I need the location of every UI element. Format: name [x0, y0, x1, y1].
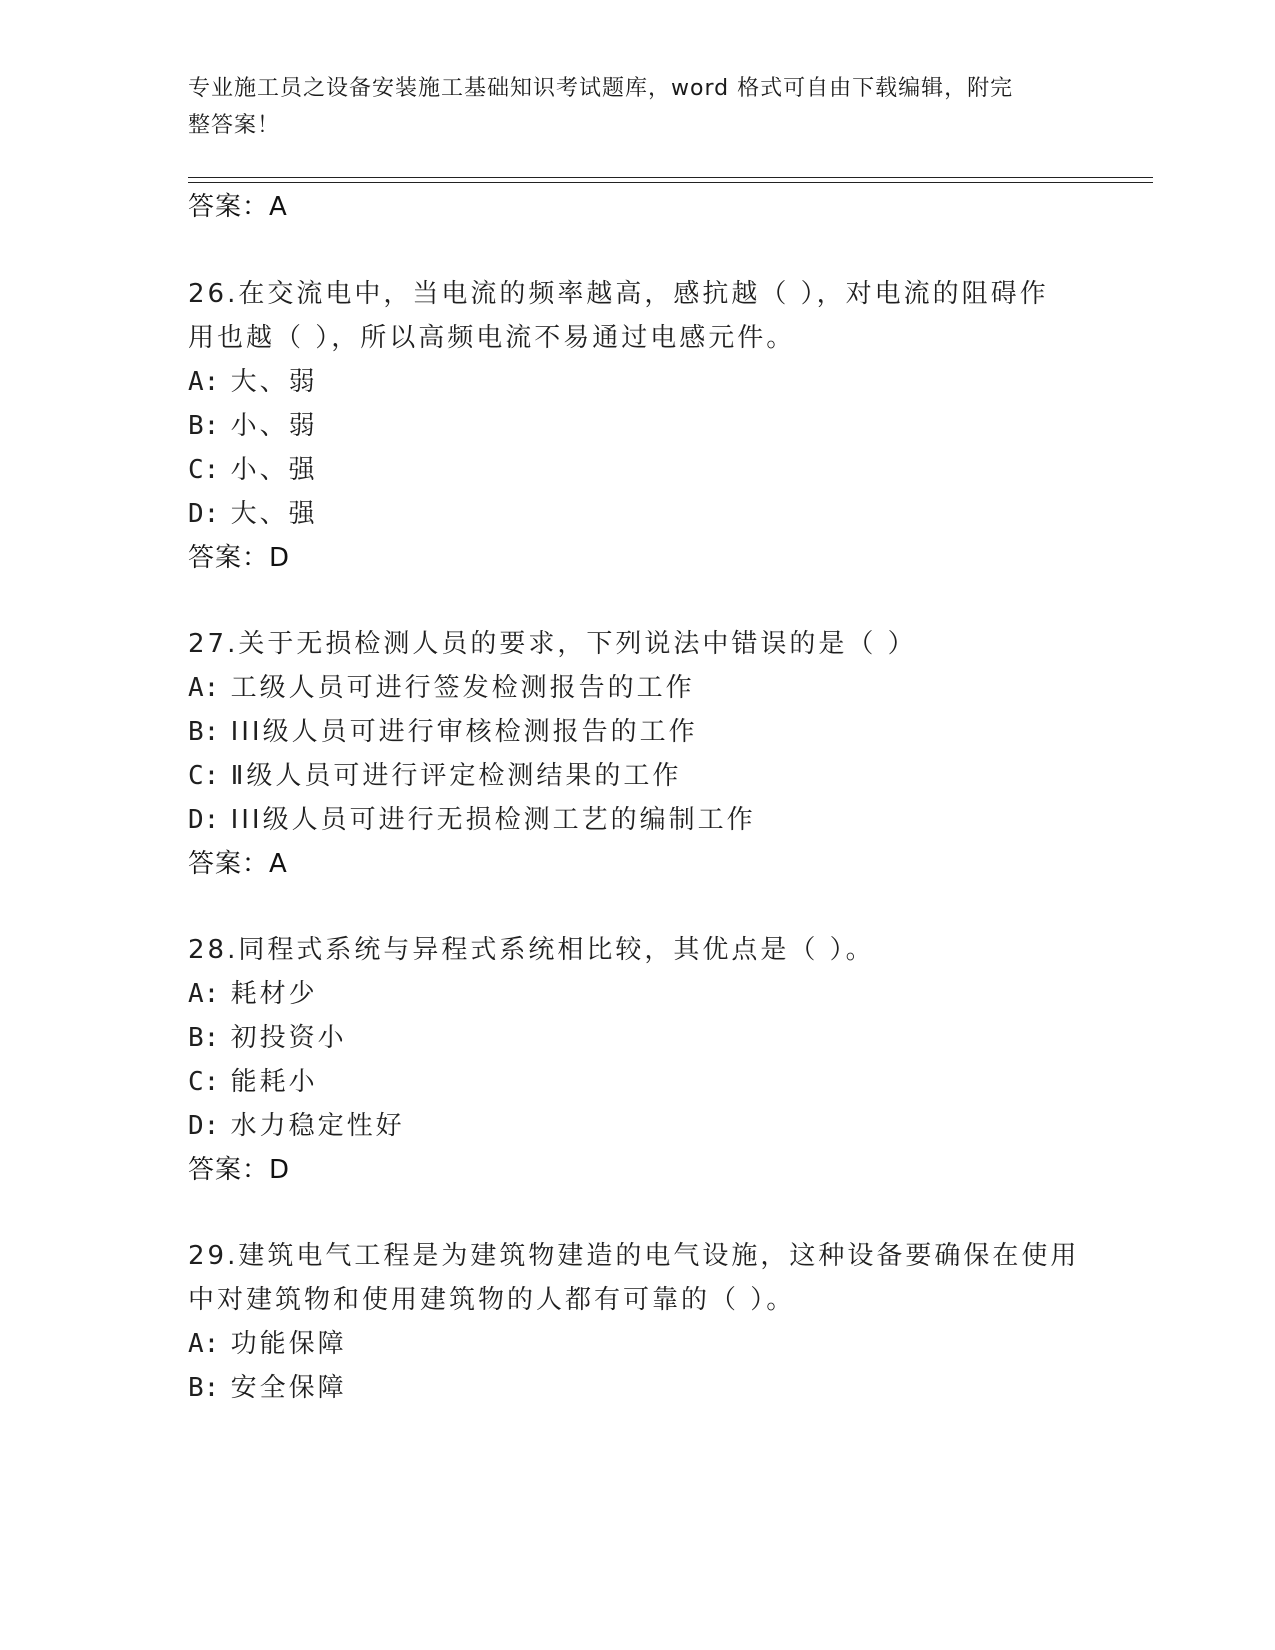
option-text: 小、强: [230, 455, 318, 485]
question-27-stem-line-1: 27.关于无损检测人员的要求，下列说法中错误的是（ ）: [188, 629, 917, 659]
question-29-option-a: [188, 1323, 347, 1360]
question-26-option-c: [188, 449, 318, 486]
option-label: A:: [188, 1329, 220, 1359]
header-rule-bottom: [188, 182, 1153, 183]
question-27-answer: 答案：A: [188, 849, 288, 879]
option-text: 能耗小: [230, 1067, 318, 1097]
question-26-stem-line-1: 26.在交流电中，当电流的频率越高，感抗越（ ），对电流的阻碍作: [188, 279, 1049, 309]
option-label: B:: [188, 411, 220, 441]
option-label: C:: [188, 761, 220, 791]
option-text: 水力稳定性好: [230, 1111, 405, 1141]
option-label: A:: [188, 979, 220, 1009]
option-text: 耗材少: [230, 979, 318, 1009]
question-26-option-d: [188, 493, 318, 530]
option-text: 工级人员可进行签发检测报告的工作: [230, 673, 695, 703]
question-26-option-b: [188, 405, 318, 442]
question-29-stem-line-1: 29.建筑电气工程是为建筑物建造的电气设施，这种设备要确保在使用: [188, 1241, 1080, 1271]
header-line-2: 整答案！: [188, 113, 281, 138]
option-text: III级人员可进行审核检测报告的工作: [230, 717, 698, 747]
option-label: B:: [188, 1373, 220, 1403]
option-label: C:: [188, 455, 220, 485]
option-text: 安全保障: [230, 1373, 347, 1403]
question-27-option-c: [188, 755, 681, 792]
question-28-option-a: [188, 973, 318, 1010]
option-label: A:: [188, 367, 220, 397]
option-text: 小、弱: [230, 411, 318, 441]
option-label: D:: [188, 499, 220, 529]
option-label: A:: [188, 673, 220, 703]
question-26-option-a: [188, 361, 318, 398]
option-label: B:: [188, 717, 220, 747]
option-label: D:: [188, 1111, 220, 1141]
question-27-option-d: [188, 799, 756, 836]
question-29-option-b: [188, 1367, 347, 1404]
question-28-answer: 答案：D: [188, 1155, 291, 1185]
question-28-stem-line-1: 28.同程式系统与异程式系统相比较，其优点是（ ）。: [188, 935, 875, 965]
document-header: [188, 70, 1068, 144]
option-text: III级人员可进行无损检测工艺的编制工作: [230, 805, 756, 835]
option-text: 初投资小: [230, 1023, 347, 1053]
question-27-option-a: [188, 667, 695, 704]
option-text: Ⅱ级人员可进行评定检测结果的工作: [230, 761, 682, 791]
option-label: D:: [188, 805, 220, 835]
option-text: 大、弱: [230, 367, 318, 397]
option-label: B:: [188, 1023, 220, 1053]
question-26-answer: 答案：D: [188, 543, 291, 573]
header-line-1: 专业施工员之设备安装施工基础知识考试题库，word 格式可自由下载编辑，附完: [188, 76, 1014, 101]
previous-answer: 答案：A: [188, 192, 288, 222]
question-28-option-b: [188, 1017, 347, 1054]
question-29-stem-line-2: 中对建筑物和使用建筑物的人都有可靠的（ ）。: [188, 1285, 796, 1315]
question-28-option-d: [188, 1105, 405, 1142]
option-text: 功能保障: [230, 1329, 347, 1359]
header-rule-top: [188, 177, 1153, 178]
option-label: C:: [188, 1067, 220, 1097]
question-27-option-b: [188, 711, 698, 748]
option-text: 大、强: [230, 499, 318, 529]
question-26-stem-line-2: 用也越（ ），所以高频电流不易通过电感元件。: [188, 323, 796, 353]
question-28-option-c: [188, 1061, 318, 1098]
